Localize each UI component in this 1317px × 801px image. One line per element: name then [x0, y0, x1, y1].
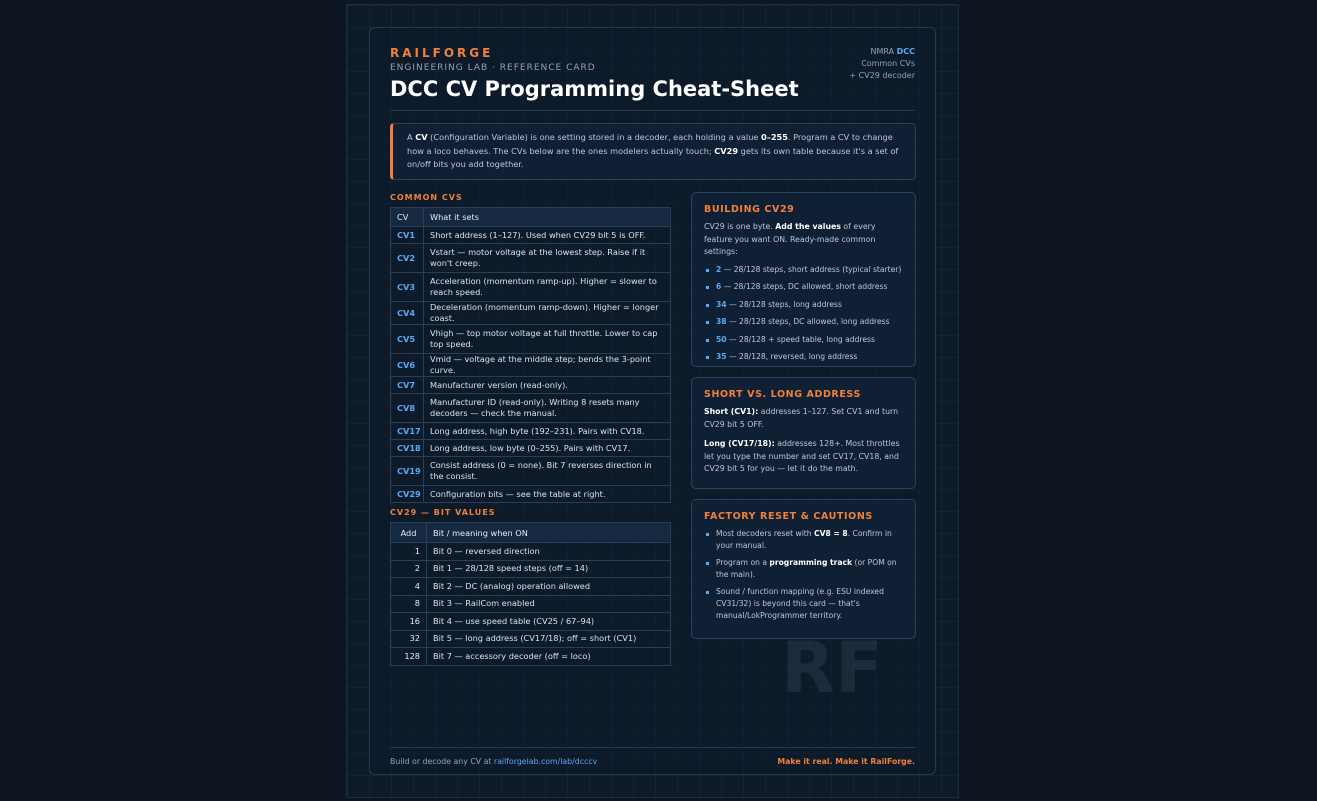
- list-item: [704, 299, 903, 311]
- common-cvs-label: COMMON CVS: [390, 193, 463, 202]
- caution-text: Sound / function mapping (e.g. ESU indexed CV31/32) is beyond this card — that's manual/LokProgrammer territory.: [716, 587, 884, 620]
- table-row: [391, 578, 671, 596]
- caution-bold: CV8 = 8: [814, 529, 848, 538]
- table-row: [391, 227, 671, 244]
- short-long-panel: [691, 377, 916, 489]
- list-item: [704, 316, 903, 328]
- cv-number: CV7: [391, 377, 424, 394]
- preset-description: — 28/128 steps, long address: [726, 299, 842, 309]
- cv-number: CV4: [391, 302, 424, 325]
- cv-number: CV18: [391, 440, 424, 457]
- bit-add-value: 2: [391, 560, 427, 578]
- cv-description: Vmid — voltage at the middle step; bends the 3-point curve.: [424, 354, 671, 377]
- table-row: [391, 630, 671, 648]
- table-row: [391, 440, 671, 457]
- sheet-background: [346, 4, 959, 798]
- cv-description: Acceleration (momentum ramp-up). Higher = slower to reach speed.: [424, 273, 671, 302]
- cv-description: Short address (1–127). Used when CV29 bit 5 is OFF.: [424, 227, 671, 244]
- table-row: [391, 302, 671, 325]
- building-bold: Add the values: [775, 222, 841, 231]
- caution-text: Most decoders reset with: [716, 529, 815, 538]
- intro-text: (Configuration Variable) is one setting stored in a decoder, each holding a value: [427, 132, 762, 142]
- cv-number: CV5: [391, 325, 424, 354]
- caution-item: [704, 586, 903, 622]
- brand-name: RAILFORGE: [390, 46, 494, 60]
- corner-highlight: DCC: [896, 47, 915, 56]
- table-row: [391, 486, 671, 503]
- list-item: [704, 264, 903, 276]
- bit-meaning: Bit 0 — reversed direction: [427, 543, 671, 561]
- cv-number: CV6: [391, 354, 424, 377]
- caution-text: Program on a: [716, 558, 770, 567]
- preset-value: 35: [716, 352, 727, 361]
- column-header-cv: CV: [391, 208, 424, 227]
- list-item: [704, 281, 903, 293]
- cv29-bits-table: [390, 522, 671, 666]
- long-address-bold: Long (CV17/18):: [704, 439, 775, 448]
- intro-text: . Program a CV to change how a loco behaves. The CVs below are the ones modelers actually touch;: [407, 132, 893, 156]
- caution-bold: programming track: [769, 558, 853, 567]
- bit-add-value: 4: [391, 578, 427, 596]
- column-header-meaning: Bit / meaning when ON: [427, 523, 671, 543]
- intro-callout: [390, 123, 916, 180]
- building-text: CV29 is one byte.: [704, 222, 776, 231]
- intro-text: gets its own table because it's a set of on/off bits you add together.: [407, 145, 899, 169]
- caution-text: (or POM on the main).: [716, 558, 897, 579]
- reset-cautions-panel: [691, 499, 916, 639]
- bit-add-value: 1: [391, 543, 427, 561]
- common-cvs-table: [390, 207, 671, 503]
- table-row: [391, 560, 671, 578]
- footer-tagline: Make it real. Make it RailForge.: [777, 757, 915, 766]
- cv29-bits-label: CV29 — BIT VALUES: [390, 508, 496, 517]
- bit-meaning: Bit 2 — DC (analog) operation allowed: [427, 578, 671, 596]
- cv-number: CV1: [391, 227, 424, 244]
- building-text: of every feature you want ON. Ready-made common settings:: [704, 222, 876, 256]
- preset-description: — 28/128 steps, DC allowed, short address: [721, 282, 888, 291]
- bit-meaning: Bit 5 — long address (CV17/18); off = short (CV1): [427, 630, 671, 648]
- preset-description: — 28/128 steps, DC allowed, long address: [726, 317, 890, 326]
- short-address-text: [704, 406, 903, 431]
- table-row: [391, 354, 671, 377]
- short-address-bold: Short (CV1):: [704, 407, 759, 416]
- cv-description: Long address, low byte (0–255). Pairs with CV17.: [424, 440, 671, 457]
- bit-meaning: Bit 3 — RailCom enabled: [427, 595, 671, 613]
- bit-add-value: 16: [391, 613, 427, 631]
- cautions-list: [704, 528, 903, 622]
- bit-meaning: Bit 4 — use speed table (CV25 / 67–94): [427, 613, 671, 631]
- cv-number: CV17: [391, 423, 424, 440]
- cv-description: Manufacturer ID (read-only). Writing 8 resets many decoders — check the manual.: [424, 394, 671, 423]
- watermark-text: RF: [781, 634, 883, 700]
- cv-number: CV3: [391, 273, 424, 302]
- preset-description: — 28/128 + speed table, long address: [726, 334, 875, 344]
- column-header-add: Add: [391, 523, 427, 543]
- preset-value: 34: [716, 299, 727, 309]
- cv-number: CV19: [391, 457, 424, 486]
- table-row: [391, 543, 671, 561]
- cv-number: CV8: [391, 394, 424, 423]
- rf-watermark-logo: [746, 634, 918, 700]
- preset-value: 50: [716, 334, 727, 344]
- corner-prefix: NMRA: [870, 47, 895, 56]
- cv-description: Deceleration (momentum ramp-down). Higher = longer coast.: [424, 302, 671, 325]
- table-row: [391, 613, 671, 631]
- cv-description: Consist address (0 = none). Bit 7 reverses direction in the consist.: [424, 457, 671, 486]
- short-long-title: SHORT VS. LONG ADDRESS: [704, 389, 861, 400]
- page-title: DCC CV Programming Cheat-Sheet: [390, 77, 799, 101]
- table-row: [391, 423, 671, 440]
- corner-note: [805, 46, 915, 82]
- cv-description: Configuration bits — see the table at right.: [424, 486, 671, 503]
- cv-description: Vstart — motor voltage at the lowest step. Raise if it won't creep.: [424, 244, 671, 273]
- table-row: [391, 595, 671, 613]
- reset-cautions-title: FACTORY RESET & CAUTIONS: [704, 511, 873, 522]
- caution-item: [704, 528, 903, 552]
- list-item: [704, 334, 903, 346]
- preset-value: 38: [716, 317, 727, 326]
- header-divider: [390, 110, 915, 111]
- table-row: [391, 457, 671, 486]
- corner-line-2: Common CVs: [861, 59, 915, 68]
- table-row: [391, 273, 671, 302]
- cv-number: CV29: [391, 486, 424, 503]
- caution-item: [704, 557, 903, 581]
- preset-value: 6: [716, 282, 722, 291]
- cv-description: Vhigh — top motor voltage at full throttle. Lower to cap top speed.: [424, 325, 671, 354]
- intro-text: A: [407, 132, 416, 142]
- list-item: [704, 351, 903, 363]
- footer-note: [390, 757, 597, 766]
- table-row: [391, 377, 671, 394]
- cv-description: Long address, high byte (192–231). Pairs with CV18.: [424, 423, 671, 440]
- long-address-text: [704, 438, 903, 476]
- bit-meaning: Bit 7 — accessory decoder (off = loco): [427, 648, 671, 666]
- reference-card: [369, 27, 936, 775]
- cv-number: CV2: [391, 244, 424, 273]
- caution-text: . Confirm in your manual.: [716, 529, 892, 550]
- table-row: [391, 394, 671, 423]
- preset-value: 2: [716, 264, 722, 274]
- corner-line-3: + CV29 decoder: [849, 71, 915, 80]
- intro-bold: CV29: [714, 145, 739, 156]
- bit-add-value: 8: [391, 595, 427, 613]
- building-cv29-panel: [691, 192, 916, 367]
- preset-description: — 28/128, reversed, long address: [726, 352, 858, 361]
- preset-list: [704, 264, 903, 364]
- brand-subtitle: ENGINEERING LAB · REFERENCE CARD: [390, 63, 596, 73]
- footer-link[interactable]: railforgelab.com/lab/dcccv: [493, 757, 598, 766]
- footer-divider: [390, 747, 915, 748]
- column-header-what: What it sets: [424, 208, 671, 227]
- footer-text: Build or decode any CV at: [390, 757, 494, 766]
- table-row: [391, 244, 671, 273]
- bit-add-value: 128: [391, 648, 427, 666]
- bit-meaning: Bit 1 — 28/128 speed steps (off = 14): [427, 560, 671, 578]
- cv-description: Manufacturer version (read-only).: [424, 377, 671, 394]
- intro-bold: CV: [415, 132, 428, 142]
- long-address-desc: addresses 128+. Most throttles let you type the number and set CV17, CV18, and CV29 bit 5 for you — let it do the math.: [704, 439, 900, 473]
- bit-add-value: 32: [391, 630, 427, 648]
- preset-description: — 28/128 steps, short address (typical starter): [721, 264, 902, 274]
- short-address-desc: addresses 1–127. Set CV1 and turn CV29 bit 5 OFF.: [704, 407, 899, 429]
- table-row: [391, 325, 671, 354]
- intro-bold: 0–255: [761, 132, 788, 142]
- table-row: [391, 648, 671, 666]
- building-cv29-title: BUILDING CV29: [704, 204, 795, 215]
- building-cv29-intro: [704, 221, 903, 259]
